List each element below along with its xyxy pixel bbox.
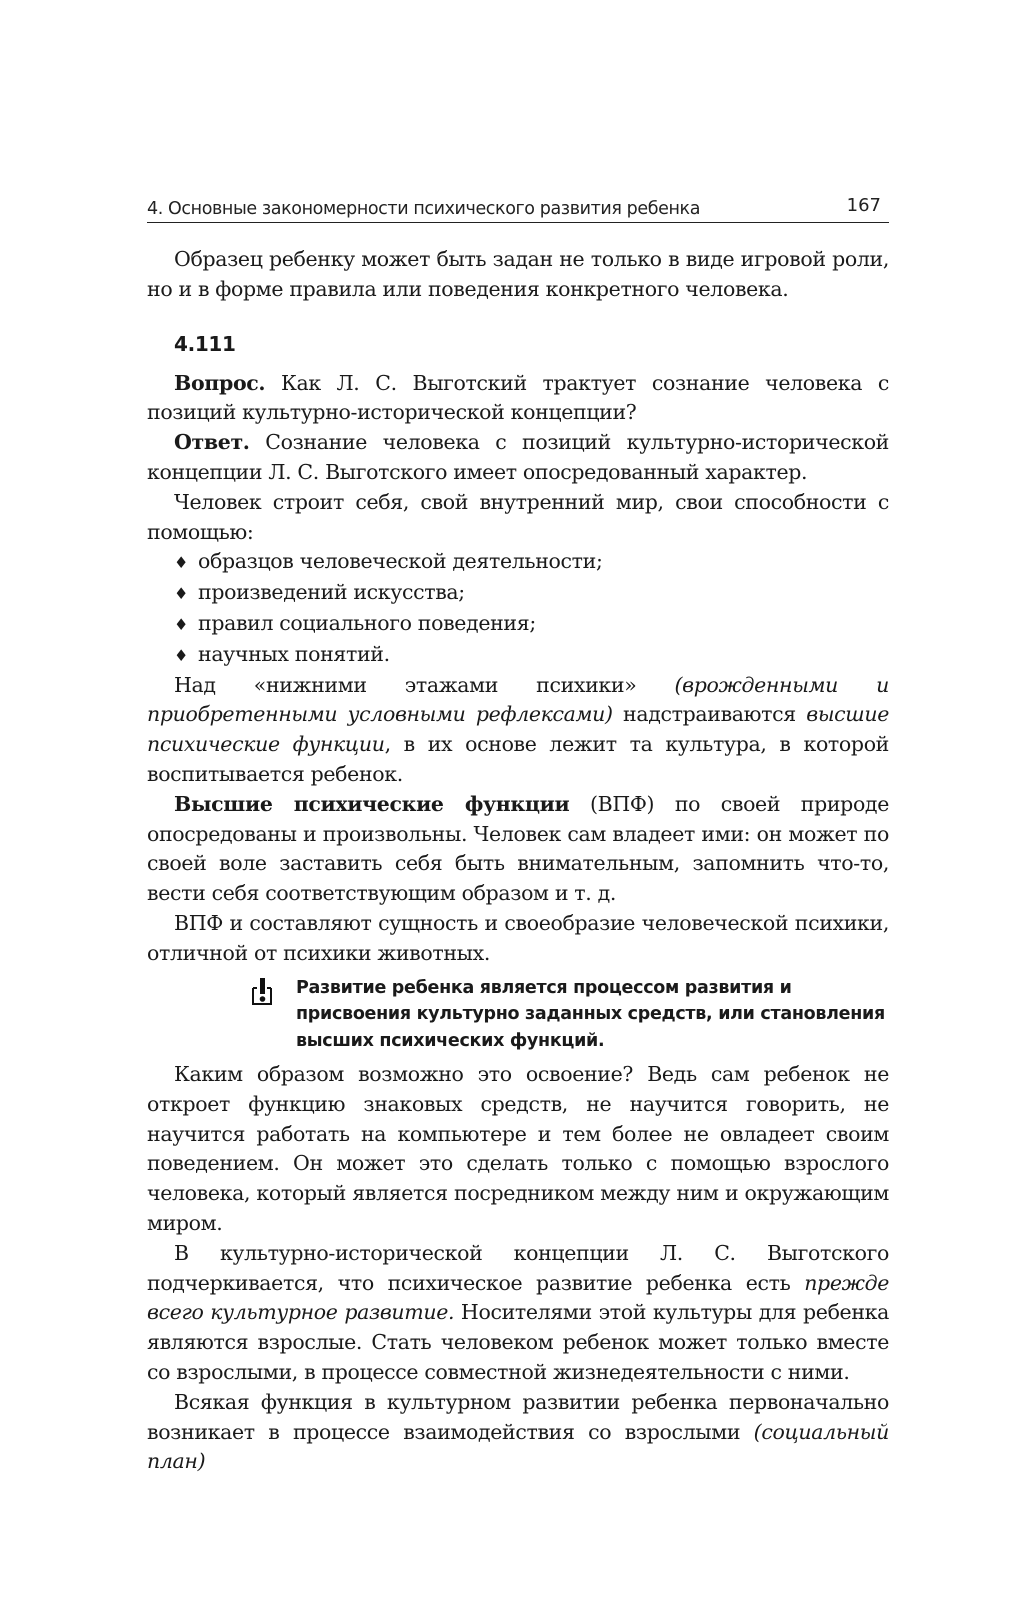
list-item	[147, 640, 889, 671]
paragraph-hmf	[147, 790, 889, 909]
list-item-text: научных понятий.	[198, 641, 390, 666]
question-paragraph	[147, 369, 889, 429]
text-run: (ВПФ) по своей природе опосредованы и произвольны. Человек сам владеет ими: он может по своей воле заставить себя быть внимательным, запомнить что-то, вести себя соответствующим образом и т. д.	[147, 791, 889, 906]
list-item-text: образцов человеческой деятельности;	[198, 549, 603, 574]
text-run: В культурно-исторической концепции Л. С. Выготского подчеркивается, что психическое развитие ребенка есть	[147, 1240, 889, 1295]
list-item-text: правил социального поведения;	[198, 610, 536, 635]
note-text: Развитие ребенка является процессом развития и присвоения культурно заданных средств, или становления высших психических функций.	[296, 977, 885, 1051]
answer-paragraph	[147, 428, 889, 488]
text-run: надстраиваются	[612, 702, 807, 727]
italic-run: высшие психические функции	[147, 702, 889, 757]
diamond-bullet-icon: ♦	[174, 614, 188, 634]
running-header	[147, 186, 889, 223]
paragraph-lower-floors	[147, 671, 889, 790]
page-number: 167	[846, 195, 881, 216]
answer-label: Ответ.	[174, 430, 250, 455]
question-number: 4.111	[174, 331, 236, 356]
paragraph-last	[147, 1388, 889, 1477]
question-label: Вопрос.	[174, 370, 266, 395]
paragraph-essence: ВПФ и составляют сущность и своеобразие человеческой психики, отличной от психики животных.	[147, 910, 889, 965]
list-item-text: произведений искусства;	[198, 580, 465, 605]
attention-note	[247, 975, 889, 1055]
paragraph-how: Каким образом возможно это освоение? Ведь сам ребенок не откроет функцию знаковых средств, не научится говорить, не научится работать на компьютере и тем более не овладеет своим поведением. Он может это сделать только с помощью взрослого человека, который является посредником между ним и окружающим миром.	[147, 1062, 889, 1236]
means-list	[147, 547, 889, 670]
text-run: , в их основе лежит та культура, в которой воспитывается ребенок.	[147, 732, 889, 786]
question-text: Как Л. С. Выготский трактует сознание человека с позиций культурно-исторической концепции?	[147, 370, 889, 425]
diamond-bullet-icon: ♦	[174, 584, 188, 604]
diamond-bullet-icon: ♦	[174, 553, 188, 573]
italic-run: прежде всего культурное развитие.	[147, 1270, 889, 1325]
italic-run: (врожденными и приобретенными условными рефлексами)	[147, 672, 890, 727]
italic-run: (социальный план)	[147, 1419, 889, 1474]
paragraph-intro: Образец ребенку может быть задан не только в виде игровой роли, но и в форме правила или поведения конкретного человека.	[147, 247, 889, 301]
page-body	[147, 245, 889, 1477]
bold-term: Высшие психические функции	[174, 791, 570, 816]
text-run: Носителями этой культуры для ребенка являются взрослые. Стать человеком ребенок может только вместе со взрослыми, в процессе совместной жизнедеятельности с ними.	[147, 1300, 889, 1384]
answer-text: Сознание человека с позиций культурно-исторической концепции Л. С. Выготского имеет опосредованный характер.	[147, 430, 889, 484]
book-page	[147, 186, 889, 1477]
attention-icon	[247, 977, 277, 1007]
running-title: 4. Основные закономерности психического развития ребенка	[147, 199, 701, 219]
list-item	[147, 547, 889, 578]
paragraph-cultural	[147, 1239, 889, 1388]
paragraph-builds: Человек строит себя, свой внутренний мир, свои способности с помощью:	[147, 489, 889, 544]
diamond-bullet-icon: ♦	[174, 645, 188, 665]
text-run: Над «нижними этажами психики»	[174, 672, 675, 697]
text-run: Всякая функция в культурном развитии ребенка первоначально возникает в процессе взаимодействия со взрослыми	[147, 1389, 889, 1444]
list-item	[147, 578, 889, 609]
list-item	[147, 609, 889, 640]
